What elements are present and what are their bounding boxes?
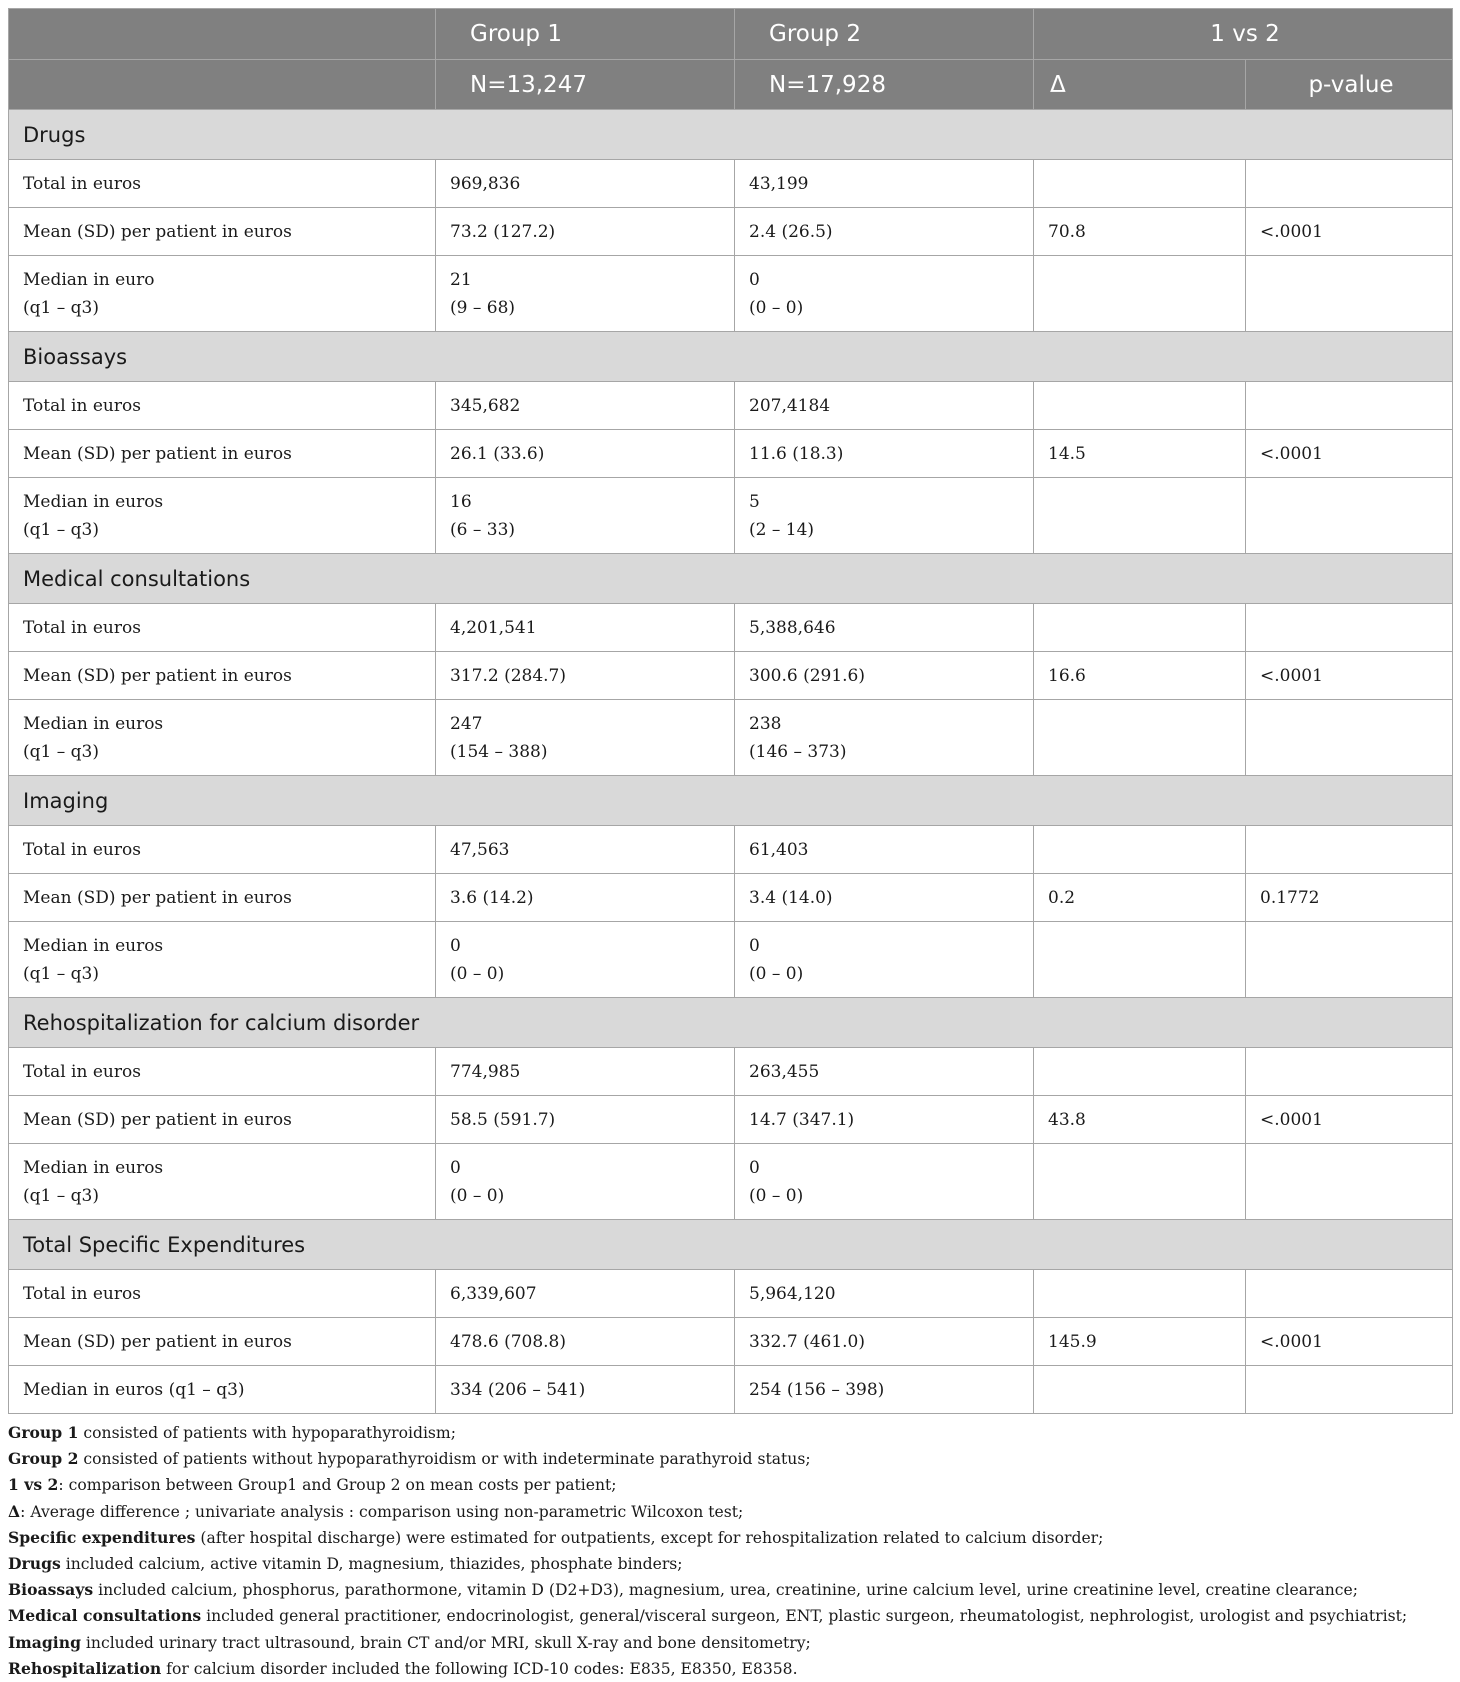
cell-line: 334 (206 – 541) — [450, 1379, 586, 1400]
cell-line: 254 (156 – 398) — [749, 1379, 885, 1400]
cell-line: 43,199 — [749, 173, 809, 194]
pvalue-cell — [1246, 1270, 1453, 1318]
table-row — [9, 1144, 1453, 1220]
footnote-text: consisted of patients with hypoparathyroidism; — [78, 1424, 456, 1442]
table-row — [9, 1318, 1453, 1366]
cell-line: (0 – 0) — [749, 963, 804, 984]
pvalue-cell — [1246, 160, 1453, 208]
table-row — [9, 1270, 1453, 1318]
group2-value-cell — [735, 1096, 1034, 1144]
delta-value-cell — [1034, 1144, 1246, 1220]
footnote-term: Bioassays — [8, 1580, 94, 1600]
table-row — [9, 604, 1453, 652]
cell-line: Mean (SD) per patient in euros — [23, 1109, 292, 1130]
section-row — [9, 332, 1453, 382]
section-row — [9, 554, 1453, 604]
footnotes — [8, 1420, 1452, 1682]
cell-line: Mean (SD) per patient in euros — [23, 221, 292, 242]
delta-value-cell: 16.6 — [1034, 652, 1246, 700]
group2-value-cell — [735, 1144, 1034, 1220]
group2-value-cell — [735, 922, 1034, 998]
cell-line: (q1 – q3) — [23, 519, 99, 540]
footnote-line — [8, 1603, 1452, 1629]
section-title: Medical consultations — [9, 554, 1453, 604]
group1-value-cell — [436, 1366, 735, 1414]
header-empty-cell — [9, 60, 436, 110]
group2-value-cell — [735, 1048, 1034, 1096]
footnote-text: for calcium disorder included the following ICD-10 codes: E835, E8350, E8358. — [161, 1659, 798, 1678]
delta-value-cell — [1034, 256, 1246, 332]
cell-line: 332.7 (461.0) — [749, 1331, 866, 1352]
section-title: Total Specific Expenditures — [9, 1220, 1453, 1270]
cell-line: 73.2 (127.2) — [450, 221, 556, 242]
cell-line: (146 – 373) — [749, 741, 847, 762]
footnote-term: 1 vs 2 — [8, 1475, 59, 1495]
table-body — [9, 110, 1453, 1414]
row-label-cell — [9, 1270, 436, 1318]
cell-line: 0 — [450, 1157, 461, 1178]
cell-line: 247 — [450, 713, 483, 734]
group2-value-cell — [735, 874, 1034, 922]
group2-value-cell — [735, 604, 1034, 652]
footnote-text: included calcium, active vitamin D, magnesium, thiazides, phosphate binders; — [60, 1555, 683, 1574]
cost-table-document — [8, 8, 1452, 1682]
group2-value-cell — [735, 382, 1034, 430]
row-label-cell — [9, 922, 436, 998]
row-label-cell — [9, 430, 436, 478]
footnote-line — [8, 1551, 1452, 1577]
cell-line: Median in euros — [23, 1157, 164, 1178]
group2-value-cell — [735, 256, 1034, 332]
cell-line: Median in euros (q1 – q3) — [23, 1379, 245, 1400]
row-label-cell — [9, 826, 436, 874]
cell-line: 238 — [749, 713, 782, 734]
table-row — [9, 430, 1453, 478]
cell-line: 14.7 (347.1) — [749, 1109, 855, 1130]
cell-line: 5 — [749, 491, 760, 512]
cell-line: 21 — [450, 269, 472, 290]
pvalue-cell — [1246, 478, 1453, 554]
delta-value-cell: 0.2 — [1034, 874, 1246, 922]
cell-line: 345,682 — [450, 395, 521, 416]
footnote-text: (after hospital discharge) were estimated for outpatients, except for rehospitalization related to calcium disorder; — [195, 1528, 1104, 1547]
table-row — [9, 160, 1453, 208]
row-label-cell — [9, 382, 436, 430]
group1-n: N=13,247 — [436, 60, 735, 110]
footnote-term: Drugs — [8, 1554, 61, 1574]
section-title: Rehospitalization for calcium disorder — [9, 998, 1453, 1048]
row-label-cell — [9, 1048, 436, 1096]
cell-line: (q1 – q3) — [23, 1185, 99, 1206]
group2-value-cell — [735, 478, 1034, 554]
delta-value-cell — [1034, 826, 1246, 874]
cell-line: 3.6 (14.2) — [450, 887, 534, 908]
delta-value-cell: 70.8 — [1034, 208, 1246, 256]
group1-value-cell — [436, 160, 735, 208]
footnote-line — [8, 1446, 1452, 1472]
section-row — [9, 1220, 1453, 1270]
footnote-line — [8, 1577, 1452, 1603]
cell-line: Total in euros — [23, 1061, 141, 1082]
table-row — [9, 922, 1453, 998]
row-label-cell — [9, 700, 436, 776]
cell-line: Mean (SD) per patient in euros — [23, 443, 292, 464]
section-row — [9, 998, 1453, 1048]
group1-value-cell — [436, 382, 735, 430]
group1-value-cell — [436, 430, 735, 478]
table-row — [9, 1048, 1453, 1096]
footnote-line — [8, 1525, 1452, 1551]
cell-line: (q1 – q3) — [23, 297, 99, 318]
cell-line: Total in euros — [23, 1283, 141, 1304]
pvalue-cell — [1246, 1366, 1453, 1414]
pvalue-cell — [1246, 826, 1453, 874]
pvalue-cell — [1246, 382, 1453, 430]
cell-line: 0 — [749, 935, 760, 956]
cell-line: (6 – 33) — [450, 519, 516, 540]
group1-value-cell — [436, 604, 735, 652]
header-row-1 — [9, 9, 1453, 60]
cell-line: 2.4 (26.5) — [749, 221, 833, 242]
pvalue-cell — [1246, 1048, 1453, 1096]
table-row — [9, 1366, 1453, 1414]
group2-value-cell — [735, 1366, 1034, 1414]
section-title: Imaging — [9, 776, 1453, 826]
group2-value-cell — [735, 430, 1034, 478]
cell-line: (q1 – q3) — [23, 741, 99, 762]
table-row — [9, 1096, 1453, 1144]
section-title: Bioassays — [9, 332, 1453, 382]
pvalue-cell: <.0001 — [1246, 1096, 1453, 1144]
group2-value-cell — [735, 652, 1034, 700]
footnote-term: Rehospitalization — [8, 1658, 162, 1678]
footnote-term: Medical consultations — [8, 1606, 202, 1626]
footnote-text: consisted of patients without hypoparathyroidism or with indeterminate parathyroid status; — [78, 1450, 811, 1469]
group1-value-cell — [436, 826, 735, 874]
header-empty-cell — [9, 9, 436, 60]
row-label-cell — [9, 1096, 436, 1144]
pvalue-label: p-value — [1246, 60, 1453, 110]
delta-label: Δ — [1034, 60, 1246, 110]
footnote-line — [8, 1656, 1452, 1682]
cell-line: (154 – 388) — [450, 741, 548, 762]
row-label-cell — [9, 1318, 436, 1366]
section-row — [9, 776, 1453, 826]
cell-line: (0 – 0) — [450, 963, 505, 984]
cell-line: Total in euros — [23, 173, 141, 194]
group1-value-cell — [436, 478, 735, 554]
pvalue-cell: <.0001 — [1246, 208, 1453, 256]
row-label-cell — [9, 160, 436, 208]
pvalue-cell: <.0001 — [1246, 1318, 1453, 1366]
delta-value-cell — [1034, 1048, 1246, 1096]
table-row — [9, 826, 1453, 874]
footnote-text: included urinary tract ultrasound, brain CT and/or MRI, skull X-ray and bone densitometry; — [80, 1633, 811, 1652]
footnote-text: included calcium, phosphorus, parathormone, vitamin D (D2+D3), magnesium, urea, creatinine, urine calcium level, urine creatinine level, creatine clearance; — [93, 1581, 1359, 1600]
footnote-text: : Average difference ; univariate analysis : comparison using non-parametric Wilcoxon test; — [20, 1502, 744, 1521]
delta-value-cell — [1034, 1366, 1246, 1414]
delta-value-cell — [1034, 604, 1246, 652]
cell-line: (2 – 14) — [749, 519, 815, 540]
group2-value-cell — [735, 208, 1034, 256]
footnote-line — [8, 1499, 1452, 1525]
cell-line: 47,563 — [450, 839, 510, 860]
row-label-cell — [9, 1144, 436, 1220]
cell-line: 11.6 (18.3) — [749, 443, 844, 464]
cell-line: 26.1 (33.6) — [450, 443, 545, 464]
cell-line: (q1 – q3) — [23, 963, 99, 984]
cell-line: (0 – 0) — [450, 1185, 505, 1206]
cell-line: 6,339,607 — [450, 1283, 537, 1304]
table-row — [9, 700, 1453, 776]
group1-value-cell — [436, 256, 735, 332]
cell-line: Total in euros — [23, 839, 141, 860]
group2-value-cell — [735, 1270, 1034, 1318]
cell-line: 0 — [450, 935, 461, 956]
group1-value-cell — [436, 1048, 735, 1096]
footnote-term: Group 2 — [8, 1449, 79, 1469]
cell-line: Total in euros — [23, 617, 141, 638]
table-header — [9, 9, 1453, 110]
table-row — [9, 382, 1453, 430]
table-row — [9, 256, 1453, 332]
cell-line: Median in euros — [23, 935, 164, 956]
cell-line: 774,985 — [450, 1061, 521, 1082]
comparison-label: 1 vs 2 — [1034, 9, 1453, 60]
pvalue-cell: 0.1772 — [1246, 874, 1453, 922]
cell-line: (9 – 68) — [450, 297, 516, 318]
group1-value-cell — [436, 208, 735, 256]
cell-line: Mean (SD) per patient in euros — [23, 1331, 292, 1352]
cell-line: Median in euro — [23, 269, 155, 290]
group1-value-cell — [436, 874, 735, 922]
pvalue-cell: <.0001 — [1246, 652, 1453, 700]
delta-value-cell — [1034, 1270, 1246, 1318]
footnote-text: : comparison between Group1 and Group 2 on mean costs per patient; — [58, 1476, 617, 1495]
pvalue-cell — [1246, 1144, 1453, 1220]
table-row — [9, 208, 1453, 256]
cell-line: 0 — [749, 1157, 760, 1178]
row-label-cell — [9, 652, 436, 700]
table-row — [9, 478, 1453, 554]
cell-line: Mean (SD) per patient in euros — [23, 887, 292, 908]
cell-line: (0 – 0) — [749, 1185, 804, 1206]
footnote-line — [8, 1630, 1452, 1656]
footnote-term: Imaging — [8, 1632, 81, 1652]
pvalue-cell — [1246, 604, 1453, 652]
footnote-line — [8, 1472, 1452, 1498]
cell-line: (0 – 0) — [749, 297, 804, 318]
cell-line: Mean (SD) per patient in euros — [23, 665, 292, 686]
cell-line: 207,4184 — [749, 395, 831, 416]
cell-line: 300.6 (291.6) — [749, 665, 866, 686]
cell-line: 16 — [450, 491, 472, 512]
cell-line: Median in euros — [23, 713, 164, 734]
row-label-cell — [9, 208, 436, 256]
header-row-2 — [9, 60, 1453, 110]
delta-value-cell — [1034, 382, 1246, 430]
cell-line: 969,836 — [450, 173, 521, 194]
delta-value-cell — [1034, 922, 1246, 998]
cell-line: 0 — [749, 269, 760, 290]
group1-label: Group 1 — [436, 9, 735, 60]
section-title: Drugs — [9, 110, 1453, 160]
section-row — [9, 110, 1453, 160]
cell-line: 478.6 (708.8) — [450, 1331, 567, 1352]
table-row — [9, 874, 1453, 922]
footnote-term: Specific expenditures — [8, 1527, 196, 1547]
delta-value-cell — [1034, 700, 1246, 776]
cell-line: Median in euros — [23, 491, 164, 512]
delta-value-cell: 145.9 — [1034, 1318, 1246, 1366]
pvalue-cell: <.0001 — [1246, 430, 1453, 478]
cell-line: 61,403 — [749, 839, 809, 860]
group1-value-cell — [436, 922, 735, 998]
row-label-cell — [9, 874, 436, 922]
pvalue-cell — [1246, 700, 1453, 776]
cell-line: Total in euros — [23, 395, 141, 416]
row-label-cell — [9, 478, 436, 554]
cell-line: 5,388,646 — [749, 617, 836, 638]
group2-n: N=17,928 — [735, 60, 1034, 110]
cell-line: 58.5 (591.7) — [450, 1109, 556, 1130]
group1-value-cell — [436, 1318, 735, 1366]
pvalue-cell — [1246, 256, 1453, 332]
group1-value-cell — [436, 652, 735, 700]
row-label-cell — [9, 604, 436, 652]
group1-value-cell — [436, 1096, 735, 1144]
delta-value-cell — [1034, 478, 1246, 554]
group2-value-cell — [735, 700, 1034, 776]
cell-line: 3.4 (14.0) — [749, 887, 833, 908]
group1-value-cell — [436, 1144, 735, 1220]
group2-label: Group 2 — [735, 9, 1034, 60]
delta-value-cell: 43.8 — [1034, 1096, 1246, 1144]
footnote-line — [8, 1420, 1452, 1446]
group2-value-cell — [735, 160, 1034, 208]
delta-value-cell — [1034, 160, 1246, 208]
group2-value-cell — [735, 826, 1034, 874]
row-label-cell — [9, 1366, 436, 1414]
delta-value-cell: 14.5 — [1034, 430, 1246, 478]
cell-line: 317.2 (284.7) — [450, 665, 567, 686]
cell-line: 5,964,120 — [749, 1283, 836, 1304]
footnote-text: included general practitioner, endocrinologist, general/visceral surgeon, ENT, plastic surgeon, rheumatologist, nephrologist, urologist and psychiatrist; — [201, 1607, 1408, 1626]
footnote-term: Group 1 — [8, 1423, 79, 1442]
pvalue-cell — [1246, 922, 1453, 998]
cell-line: 4,201,541 — [450, 617, 537, 638]
row-label-cell — [9, 256, 436, 332]
footnote-term: Δ — [8, 1501, 21, 1521]
group1-value-cell — [436, 1270, 735, 1318]
table-row — [9, 652, 1453, 700]
group2-value-cell — [735, 1318, 1034, 1366]
cell-line: 263,455 — [749, 1061, 820, 1082]
group1-value-cell — [436, 700, 735, 776]
cost-table — [8, 8, 1453, 1414]
